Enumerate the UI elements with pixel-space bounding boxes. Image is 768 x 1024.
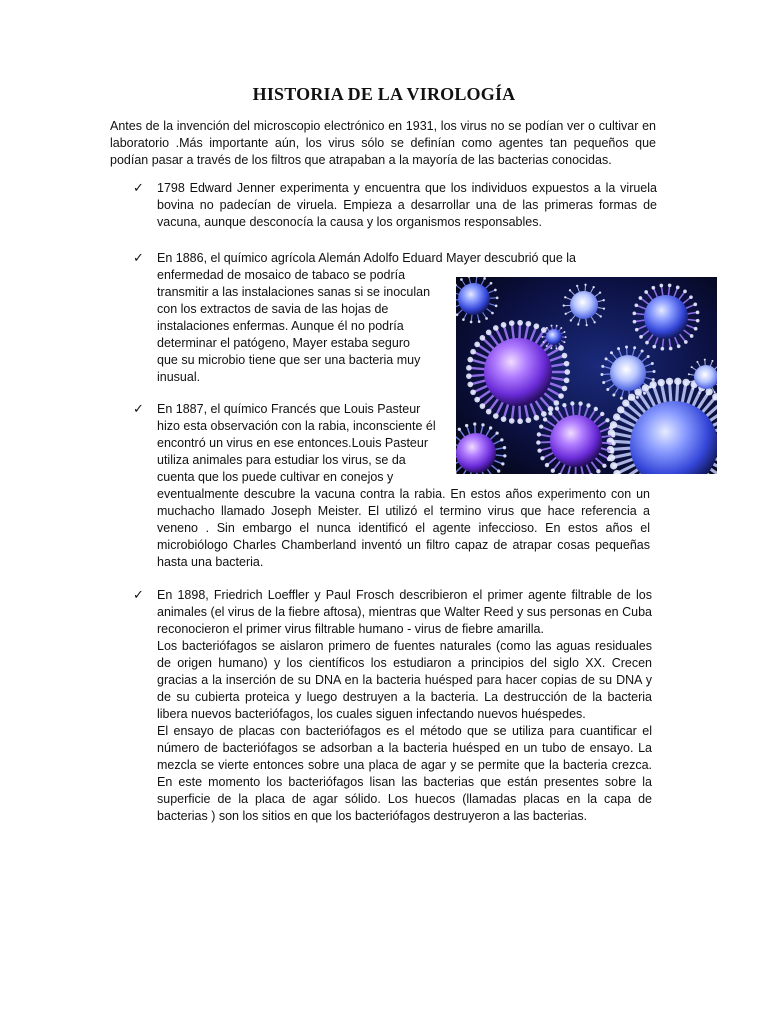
virus-spike-tip (570, 401, 574, 405)
virus-spike-tip (602, 464, 606, 468)
virus-spike-tip (563, 341, 565, 343)
virus-spike-tip (467, 382, 473, 388)
virus-spike-tip (537, 432, 541, 436)
list-item-line: encontró un virus en ese entonces.Louis Pasteur (157, 436, 429, 450)
virus-spike-tip (609, 425, 613, 429)
virus-spike-tip (593, 321, 595, 323)
virus-spike-tip (569, 289, 571, 291)
virus-spike-tip (555, 406, 559, 410)
virus-spike-tip (612, 393, 615, 396)
virus-spike-tip (509, 320, 515, 326)
virus-spike-tip (501, 416, 507, 422)
virus-spike-tip (645, 341, 649, 345)
virus-spike-tip (534, 415, 540, 421)
virus-light-tiny (694, 365, 717, 389)
virus-spike-tip (503, 446, 506, 449)
virus-spike-tip (647, 355, 650, 358)
virus-spike-tip (600, 373, 603, 376)
virus-spike-tip (550, 347, 552, 349)
virus-spike-tip (546, 327, 548, 329)
virus-spike-tip (555, 347, 557, 349)
virus-spike-tip (481, 423, 484, 426)
virus-spike-tip (562, 386, 568, 392)
virus-spike-tip (661, 347, 665, 351)
virus-spike-tip (607, 457, 611, 461)
virus-spike-tip (606, 388, 609, 391)
virus-spike-tip (617, 347, 620, 350)
virus-spike-tip (625, 345, 628, 348)
virus-spike-tip (586, 403, 590, 407)
virus-spike-tip (536, 440, 540, 444)
list-item-line: cuenta que los puede cultivar en conejos y (157, 470, 394, 484)
virus-spike-tip (543, 417, 547, 421)
virus-spike-tip (480, 403, 486, 409)
virus-spike-tip (601, 365, 604, 368)
virus-spike-tip (537, 448, 541, 452)
virus-spike-tip (603, 307, 605, 309)
list-item-line: hizo esta observación con la rabia, inconsciente él (157, 419, 436, 433)
virus-spike-tip (666, 378, 673, 385)
virus-spike-tip (676, 285, 680, 289)
virus-spike-tip (635, 388, 642, 395)
list-item-line: instalaciones enfermas. Aunque él no podría (157, 319, 404, 333)
virus-spike-tip (548, 411, 552, 415)
virus-spike-tip (602, 381, 605, 384)
virus-spike-tip (543, 341, 545, 343)
virus-spike-tip (714, 391, 716, 393)
virus-spike-tip (652, 345, 656, 349)
virus-spike-tip (495, 305, 498, 308)
virus-spike-tip (474, 397, 480, 403)
virus-spike-tip (489, 426, 492, 429)
virus-spike-tip (650, 381, 657, 388)
virus-spike-tip (633, 346, 636, 349)
virus-spike-tip (652, 378, 655, 381)
virus-spike-tip (517, 320, 523, 326)
virus-spike-tip (478, 320, 481, 323)
virus-spike-tip (558, 393, 564, 399)
virus-spike-tip (551, 325, 553, 327)
virus-spike-tip (564, 361, 570, 367)
virus-spike-tip (543, 331, 545, 333)
list-item-line: utiliza animales para estudiar los virus, se da (157, 453, 406, 467)
virus-spike-tip (486, 330, 492, 336)
virus-spike-tip (565, 313, 567, 315)
virus-illustration-svg (456, 277, 717, 474)
virus-spike-tip (486, 409, 492, 415)
virus-spike-tip (485, 317, 488, 320)
virus-spike-tip (634, 303, 638, 307)
virus-spike-tip (493, 325, 499, 331)
virus-spike-tip (651, 362, 654, 365)
virus-spike-tip (564, 369, 570, 375)
virus-spike-tip (628, 394, 635, 401)
virus-spike-tip (683, 290, 687, 294)
virus-spike-tip (610, 449, 614, 453)
virus-spike-tip (501, 462, 504, 465)
virus-spike-tip (509, 418, 515, 424)
virus-spike-tip (642, 384, 649, 391)
virus-spike-tip (711, 360, 713, 362)
virus-spike-tip (639, 335, 643, 339)
list-item-line: enfermedad de mosaico de tabaco se podría (157, 268, 406, 282)
virus-spike-tip (674, 378, 681, 385)
virus-spike-tip (480, 335, 486, 341)
virus-spike-tip (551, 469, 555, 473)
virus-spike-tip (644, 290, 648, 294)
virus-spike-tip (600, 412, 604, 416)
virus-spike-tip (490, 282, 493, 285)
intro-paragraph: Antes de la invención del microscopio electrónico en 1931, los virus no se podían ver o cultivar en laboratorio .Más importante aún, los virus sólo se definían como agentes tan pequeños que podían pasar a través de los filtros que atrapaban a la mayoría de las bacterias conocidas. (110, 119, 656, 167)
virus-spike-tip (539, 424, 543, 428)
virus-spike-tip (577, 323, 579, 325)
document-title: HISTORIA DE LA VIROLOGÍA (252, 84, 516, 104)
virus-spike-tip (684, 340, 688, 344)
virus-spike-tip (586, 324, 588, 326)
virus-spike-tip (560, 327, 562, 329)
virus-spike-tip (669, 347, 673, 351)
virus-spike-tip (699, 392, 701, 394)
virus-spike-tip (704, 359, 706, 361)
virus-spike-tip (493, 413, 499, 419)
check-icon: ✓ (133, 588, 144, 603)
virus-spike-tip (622, 400, 629, 407)
virus-spike-tip (470, 321, 473, 324)
virus-spike-tip (540, 456, 544, 460)
virus-spike-tip (470, 389, 476, 395)
list-item-line: con los extractos de savia de las hojas de (157, 302, 389, 316)
virus-spike-tip (563, 304, 565, 306)
virus-spike-tip (692, 388, 694, 390)
list-item-line: determinar el patógeno, Mayer estaba seguro (157, 336, 410, 350)
virus-spike-tip (517, 418, 523, 424)
virus-spike-tip (460, 278, 463, 281)
virus-spike-tip (592, 286, 594, 288)
virus-spike-tip (465, 424, 468, 427)
virus-spike-tip (677, 344, 681, 348)
virus-spike-tip (526, 321, 532, 327)
virus-spike-tip (691, 366, 693, 368)
virus-spike-tip (500, 438, 503, 441)
check-icon: ✓ (133, 402, 144, 417)
list-item-1798 (157, 180, 657, 231)
virus-spike-tip (576, 285, 578, 287)
virus-spike-tip (554, 400, 560, 406)
virus-light-medium (610, 355, 646, 391)
virus-spike-tip (560, 345, 562, 347)
virus-blue-small (458, 283, 490, 315)
virus-blue-tiny (546, 329, 562, 345)
check-icon: ✓ (133, 251, 144, 266)
virus-spike-tip (584, 284, 586, 286)
virus-spike-tip (658, 379, 665, 386)
virus-spike-tip (605, 357, 608, 360)
virus-spike-tip (688, 381, 690, 383)
virus-spike-tip (613, 413, 620, 420)
virus-light-small (570, 291, 598, 319)
virus-spike-tip (639, 296, 643, 300)
virus-spike-tip (690, 334, 694, 338)
virus-spike-tip (466, 373, 472, 379)
list-item-continuation: eventualmente descubre la vacuna contra la rabia. En estos años experimento con un muchacho llamado Joseph Meister. El utilizó el termino virus que hace referencia a veneno . Sin embargo el nunca identificó el agente infeccioso. En estos años el microbiólogo Charles Chamberland inventó un filtro capaz de atrapar cosas pequeñas hasta una bacteria. (157, 487, 650, 569)
virus-spike-tip (564, 377, 570, 383)
virus-spike-tip (620, 397, 623, 400)
virus-spike-tip (494, 289, 497, 292)
virus-spike-tip (696, 319, 700, 323)
virus-spike-tip (503, 454, 506, 457)
virus-spike-tip (653, 370, 656, 373)
list-item-line: En 1887, el químico Francés que Louis Pasteur (157, 402, 421, 416)
virus-spike-tip (483, 277, 486, 280)
virus-spike-tip (474, 342, 480, 348)
list-item-line: En 1886, el químico agrícola Alemán Adolfo Eduard Mayer descubrió que la (157, 251, 577, 265)
virus-spike-tip (526, 417, 532, 423)
virus-spike-tip (594, 407, 598, 411)
virus-spike-tip (641, 350, 644, 353)
virus-blue-medium (644, 295, 688, 339)
virus-spike-tip (659, 284, 663, 288)
virus-spike-tip (470, 349, 476, 355)
list-item-line: inusual. (157, 370, 201, 384)
virus-spike-tip (458, 428, 461, 431)
virus-illustration (456, 277, 717, 474)
virus-spike-tip (562, 403, 566, 407)
virus-spike-tip (546, 345, 548, 347)
virus-spike-tip (694, 327, 698, 331)
virus-spike-tip (693, 302, 697, 306)
virus-spike-tip (600, 315, 602, 317)
list-item-text: 1798 Edward Jenner experimenta y encuentra que los individuos expuestos a la viruela bovina no padecían de viruela. Empieza a desarrollar una de las primeras formas de vacuna, aunque desconocía la causa y los organismos responsables. (157, 181, 657, 229)
virus-spike-tip (611, 441, 615, 445)
virus-spike-tip (696, 310, 700, 314)
virus-spike-tip (534, 323, 540, 329)
virus-spike-tip (617, 406, 624, 413)
virus-spike-tip (562, 353, 568, 359)
virus-spike-tip (689, 295, 693, 299)
virus-spike-tip (632, 312, 636, 316)
virus-spike-tip (633, 320, 637, 324)
virus-spike-tip (635, 328, 639, 332)
list-item-line: transmitir a las instalaciones sanas si se inoculan (157, 285, 431, 299)
virus-spike-tip (611, 433, 615, 437)
virus-spike-tip (556, 325, 558, 327)
virus-spike-tip (462, 318, 465, 321)
virus-spike-tip (473, 422, 476, 425)
virus-spike-tip (610, 462, 617, 469)
virus-spike-tip (668, 283, 672, 287)
virus-spike-tip (541, 336, 543, 338)
virus-spike-tip (545, 463, 549, 467)
virus-spike-tip (467, 357, 473, 363)
virus-spike-tip (565, 336, 567, 338)
virus-spike-tip (605, 418, 609, 422)
virus-spike-tip (496, 297, 499, 300)
virus-purple-large (484, 338, 552, 406)
virus-spike-tip (688, 373, 690, 375)
virus-spike-tip (541, 411, 547, 417)
virus-spike-tip (570, 319, 572, 321)
virus-spike-tip (643, 392, 646, 395)
list-item-line: que su microbio tiene que ser una bacteria muy (157, 353, 421, 367)
virus-spike-tip (603, 299, 605, 301)
virus-spike-tip (548, 406, 554, 412)
list-item-1898 (157, 587, 652, 825)
virus-spike-tip (497, 469, 500, 472)
virus-spike-tip (596, 469, 600, 473)
virus-spike-tip (564, 296, 566, 298)
virus-spike-tip (578, 401, 582, 405)
virus-spike-tip (610, 351, 613, 354)
virus-spike-tip (696, 361, 698, 363)
list-item-paragraph: En 1898, Friedrich Loeffler y Paul Frosch describieron el primer agente filtrable de los animales (el virus de la fiebre aftosa), mientras que Walter Reed y sus personas en Cuba reconocieron el primer virus filtrable humano - virus de fiebre amarilla. (157, 588, 652, 636)
virus-spike-tip (651, 286, 655, 290)
virus-spike-tip (636, 396, 639, 399)
list-item-paragraph: El ensayo de placas con bacteriófagos es el método que se utiliza para cuantificar el número de bacteriófagos se adsorban a la bacteria huésped en un tubo de ensayo. La mezcla se vierte entonces sobre una placa de agar y se permite que la bacteria crezca. En este momento los bacteriófagos lisan las bacterias que están presentes sobre la superficie de la placa de agar sólido. Los huecos (llamadas placas en la capa de bacterias ) son los sitios en que los bacteriófagos destruyeron a las bacterias. (157, 724, 652, 823)
virus-spike-tip (491, 312, 494, 315)
list-item-paragraph: Los bacteriófagos se aislaron primero de fuentes naturales (como las aguas residuales de origen humano) y los científicos los estudiaron a principios del siglo XX. Crecen gracias a la inserción de su DNA en la bacteria huésped para hacer copias de su DNA y de su cubierta proteica y luego destruyen a la bacteria. La destrucción de la bacteria libera nuevos bacteriófagos, los cuales siguen infectando nuevos huéspedes. (157, 639, 652, 721)
virus-spike-tip (501, 322, 507, 328)
virus-spike-tip (599, 291, 601, 293)
virus-purple-medium (550, 415, 602, 467)
check-icon: ✓ (133, 181, 144, 196)
virus-spike-tip (706, 393, 708, 395)
virus-purple-small (456, 433, 496, 473)
virus-spike-tip (563, 331, 565, 333)
virus-spike-tip (466, 365, 472, 371)
virus-spike-tip (495, 431, 498, 434)
